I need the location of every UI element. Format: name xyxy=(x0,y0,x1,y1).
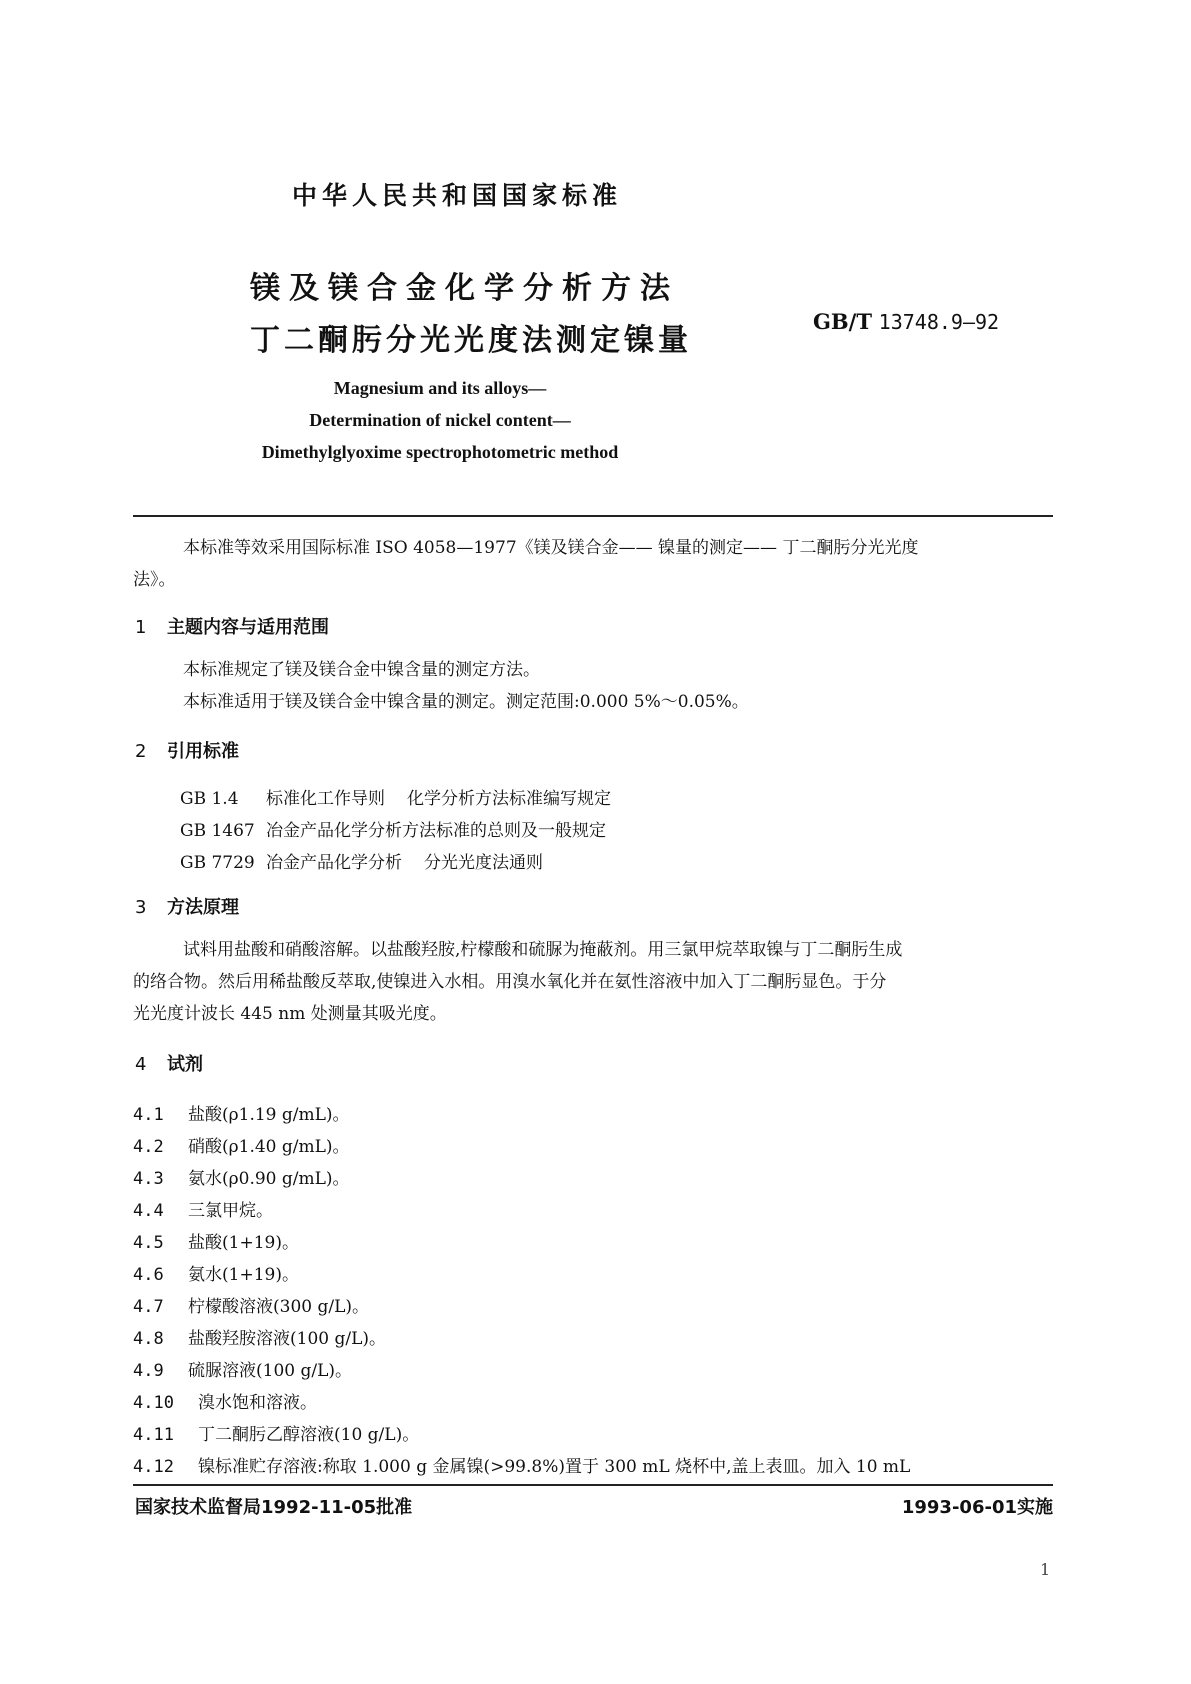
reagent-number: 4.5 xyxy=(133,1233,164,1253)
reference-code: GB 1.4 xyxy=(180,789,239,809)
section-4-heading xyxy=(135,1050,203,1076)
english-title-line-1: Magnesium and its alloys— xyxy=(333,378,547,398)
section-3-line-1: 试料用盐酸和硝酸溶解。以盐酸羟胺,柠檬酸和硫脲为掩蔽剂。用三氯甲烷萃取镍与丁二酮肟生成 xyxy=(183,940,903,960)
reagent-text: 柠檬酸溶液(300 g/L)。 xyxy=(188,1297,370,1317)
standard-code: 13748.9—92 xyxy=(878,310,1000,334)
reagent-number: 4.4 xyxy=(133,1201,164,1221)
reagent-text: 镍标准贮存溶液:称取 1.000 g 金属镍(>99.8%)置于 300 mL 烧杯中,盖上表皿。加入 10 mL xyxy=(198,1457,911,1477)
reagent-text: 三氯甲烷。 xyxy=(188,1201,273,1221)
reagent-text: 氨水(1+19)。 xyxy=(188,1265,299,1285)
standard-number xyxy=(813,309,999,334)
document-title-line-2: 丁二酮肟分光光度法测定镍量 xyxy=(250,323,692,358)
reagent-item xyxy=(133,1388,317,1413)
reagent-text: 溴水饱和溶液。 xyxy=(198,1393,317,1413)
reagent-number: 4.8 xyxy=(133,1329,164,1349)
effective-date: 1993-06-01实施 xyxy=(901,1497,1053,1518)
approval-date: 国家技术监督局1992-11-05批准 xyxy=(135,1497,413,1518)
section-3-line-3: 光光度计波长 445 nm 处测量其吸光度。 xyxy=(133,1004,447,1024)
reagent-item xyxy=(133,1420,419,1445)
reference-row xyxy=(180,784,611,809)
national-standard-heading: 中华人民共和国国家标准 xyxy=(292,181,623,210)
footer-divider xyxy=(133,1484,1053,1486)
reagent-number: 4.7 xyxy=(133,1297,164,1317)
reagent-text: 盐酸(1+19)。 xyxy=(188,1233,299,1253)
reagent-item xyxy=(133,1196,273,1221)
english-title-line-3: Dimethylglyoxime spectrophotometric method xyxy=(261,442,619,462)
reagent-item xyxy=(133,1324,386,1349)
intro-text-line-2: 法》。 xyxy=(133,570,176,590)
document-title-line-1: 镁及镁合金化学分析方法 xyxy=(250,271,679,306)
section-2-heading xyxy=(135,737,239,763)
reagent-item xyxy=(133,1100,350,1125)
reagent-number: 4.2 xyxy=(133,1137,164,1157)
section-3-line-2: 的络合物。然后用稀盐酸反萃取,使镍进入水相。用溴水氧化并在氨性溶液中加入丁二酮肟显色。于分 xyxy=(133,972,887,992)
section-4-number: 4 xyxy=(135,1054,147,1075)
section-2-number: 2 xyxy=(135,741,147,762)
standard-prefix: GB/T xyxy=(813,309,872,334)
reference-subtitle: 化学分析方法标准编写规定 xyxy=(407,789,611,809)
reference-title: 冶金产品化学分析 xyxy=(266,853,402,873)
reagent-number: 4.11 xyxy=(133,1425,174,1445)
page-number: 1 xyxy=(1040,1560,1051,1579)
reagent-number: 4.9 xyxy=(133,1361,164,1381)
reagent-item xyxy=(133,1292,369,1317)
section-1-heading xyxy=(135,613,329,639)
section-3-number: 3 xyxy=(135,897,147,918)
section-1-number: 1 xyxy=(135,617,147,638)
reference-code: GB 1467 xyxy=(180,821,255,841)
english-title-line-2: Determination of nickel content— xyxy=(309,410,571,430)
reagent-text: 盐酸羟胺溶液(100 g/L)。 xyxy=(188,1329,387,1349)
section-4-title: 试剂 xyxy=(167,1054,203,1075)
header-divider xyxy=(133,515,1053,517)
reference-code: GB 7729 xyxy=(180,853,255,873)
reagent-number: 4.1 xyxy=(133,1105,164,1125)
reagent-number: 4.6 xyxy=(133,1265,164,1285)
reagent-number: 4.3 xyxy=(133,1169,164,1189)
reagent-item xyxy=(133,1228,299,1253)
section-1-para-2: 本标准适用于镁及镁合金中镍含量的测定。测定范围:0.000 5%～0.05%。 xyxy=(183,692,749,712)
reference-row xyxy=(180,848,543,873)
reagent-item xyxy=(133,1260,299,1285)
reagent-item xyxy=(133,1132,350,1157)
reference-title: 冶金产品化学分析方法标准的总则及一般规定 xyxy=(266,821,606,841)
reagent-text: 硝酸(ρ1.40 g/mL)。 xyxy=(188,1137,350,1157)
reagent-number: 4.12 xyxy=(133,1457,174,1477)
reagent-text: 硫脲溶液(100 g/L)。 xyxy=(188,1361,353,1381)
section-3-title: 方法原理 xyxy=(167,897,239,918)
reference-title: 标准化工作导则 xyxy=(266,789,385,809)
intro-text-line-1: 本标准等效采用国际标准 ISO 4058—1977《镁及镁合金—— 镍量的测定—— 丁二酮肟分光光度 xyxy=(183,538,919,558)
section-2-title: 引用标准 xyxy=(167,741,239,762)
reagent-text: 盐酸(ρ1.19 g/mL)。 xyxy=(188,1105,350,1125)
section-1-title: 主题内容与适用范围 xyxy=(167,617,329,638)
reagent-item xyxy=(133,1164,350,1189)
section-1-para-1: 本标准规定了镁及镁合金中镍含量的测定方法。 xyxy=(183,660,540,680)
reference-subtitle: 分光光度法通则 xyxy=(424,853,543,873)
reagent-item xyxy=(133,1452,910,1477)
reagent-item xyxy=(133,1356,352,1381)
reagent-text: 氨水(ρ0.90 g/mL)。 xyxy=(188,1169,350,1189)
reagent-number: 4.10 xyxy=(133,1393,174,1413)
reagent-text: 丁二酮肟乙醇溶液(10 g/L)。 xyxy=(198,1425,420,1445)
section-3-heading xyxy=(135,893,239,919)
reference-row xyxy=(180,816,628,841)
